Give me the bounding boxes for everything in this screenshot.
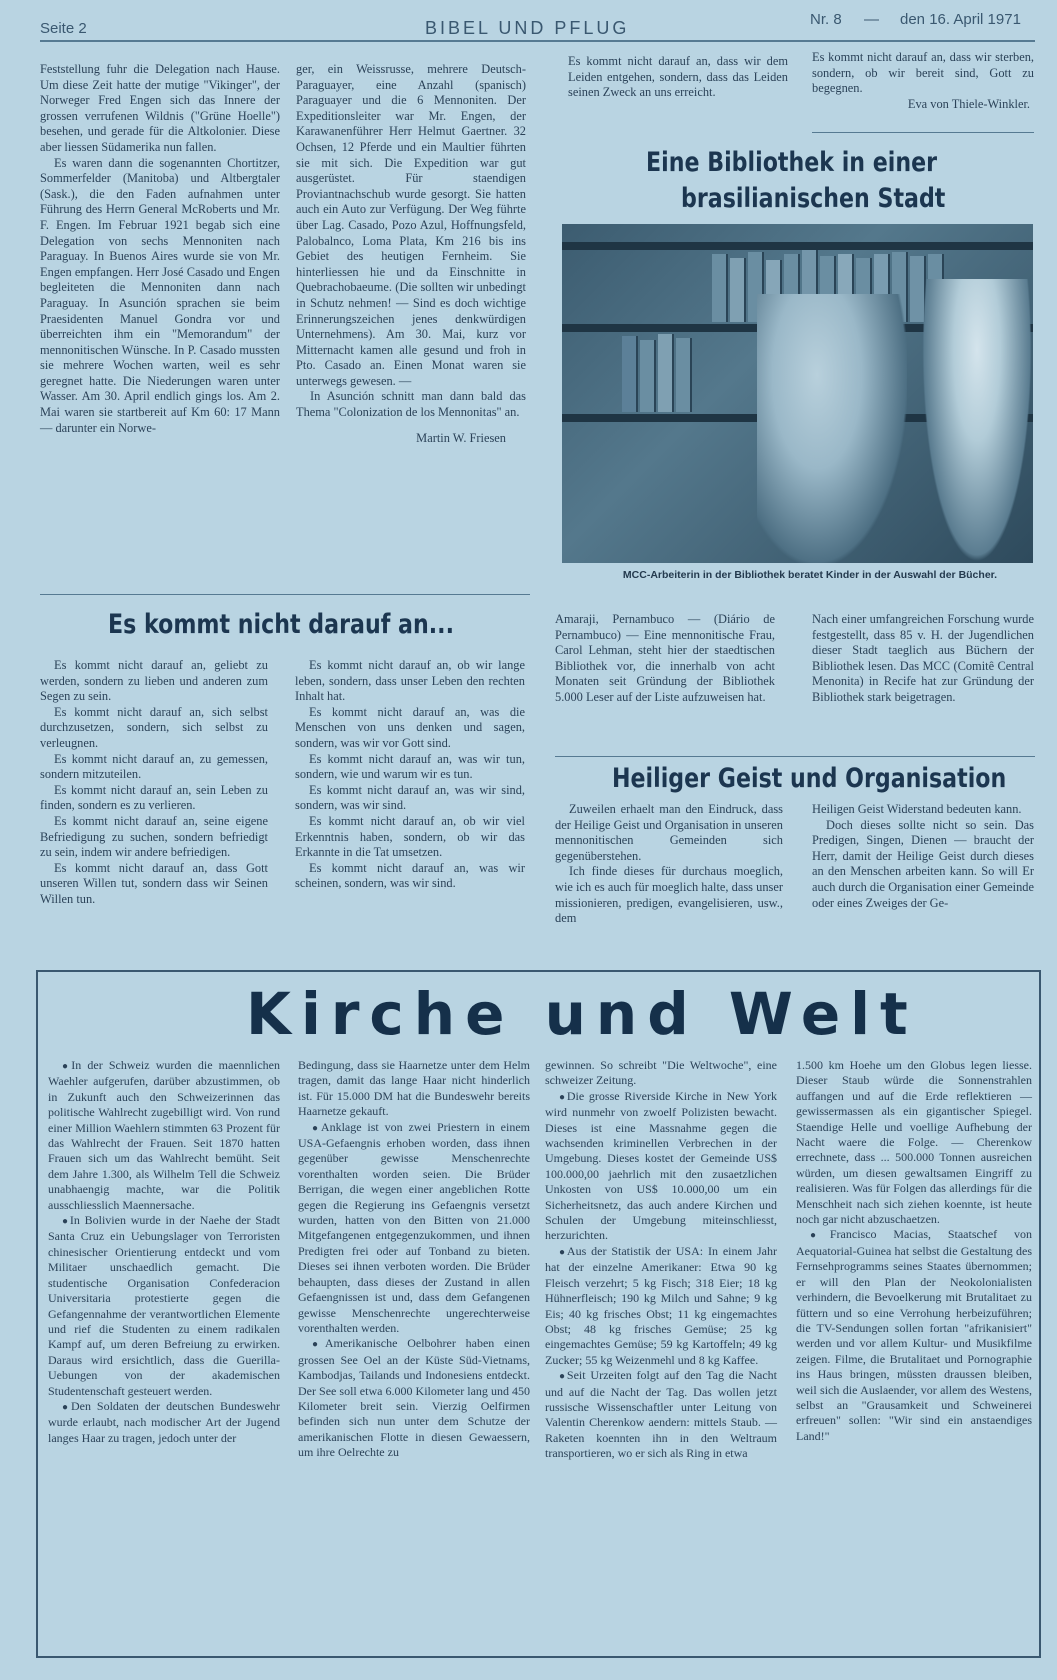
kirche-col-1 — [48, 1058, 280, 1446]
geist-col-2 — [812, 802, 1034, 911]
kirche-headline: Kirche und Welt — [246, 980, 918, 1048]
paragraph: Es kommt nicht darauf an, was wir scheinen, sondern, was wir sind. — [295, 860, 525, 891]
paragraph: Ich finde dieses für durchaus moeglich, wie ich es auch für moeglich halte, dass unser missionieren, predigen, evangelisieren, usw., dem — [555, 864, 783, 926]
news-item: ● Seit Urzeiten folgt auf den Tag die Nacht und auf die Nacht der Tag. Das wollen jetzt russische Wissenschaftler unter Leitung von Valentin Cherenkow aendern: mittels Staub. — Raketen koennten ihn in den Weltraum transportieren, wo er sich als Ring in etwa — [545, 1368, 777, 1461]
header-rule — [40, 40, 1035, 42]
paragraph: Es kommt nicht darauf an, ob wir lange leben, sondern, dass unser Leben den rechten Inhalt hat. — [295, 658, 525, 704]
paragraph: In Asunción schnitt man dann bald das Thema "Colonization de los Mennonitas" an. — [296, 389, 526, 420]
quote: Es kommt nicht darauf an, dass wir dem Leiden entgehen, sondern, dass das Leiden seinen Zweck an uns erreicht. — [568, 54, 788, 100]
bibliothek-col-1 — [555, 612, 775, 706]
person-figure — [757, 294, 907, 563]
paragraph: ger, ein Weissrusse, mehrere Deutsch-Paraguayer, eine Anzahl (spanisch) Paraguayer und die 6 Mennoniten. Der Expeditionsleiter war Mr. Engen, der Karawanenführer Herr Helmut Gaertner. 32 Ochsen, 12 Pferde und ein Maultier führten sie mit sich. Die Expedition war gut ausgerüstet. Für staendigen Proviantnachschub wurde gesorgt. Sie hatten auch ein Auto zur Verfügung. Der Weg führte über Lag. Casado, Pozo Azul, Hoffnungsfeld, Palobalnco, Loma Plata, Km 216 bis ins Gebiet des heutigen Fernheim. Sie hinterliessen hie und da Einschnitte in Quebrachobaeume. (Die sollten wir unbedingt in Schutz nehmen! — Sind es doch wichtige Erinnerungszeichen jenes denkwürdigen Unternehmens). Am 30. Mai, kurz vor Mitternacht kamen alle gesund und froh in Pto. Casado an. Einen Monat waren sie unterwegs gewesen. — — [296, 62, 526, 388]
paragraph: Es kommt nicht darauf an, dass Gott unseren Willen tut, sondern dass wir Seinen Willen tun. — [40, 860, 268, 906]
quote-signature: Eva von Thiele-Winkler. — [907, 96, 1030, 111]
paragraph: Es kommt nicht darauf an, zu gemessen, sondern mitzuteilen. — [40, 751, 268, 782]
bibliothek-headline-1: Eine Bibliothek in einer — [646, 147, 938, 178]
divider — [555, 756, 1035, 757]
kirche-col-3 — [545, 1058, 777, 1462]
child-figure — [922, 279, 1032, 563]
masthead: BIBEL UND PFLUG — [425, 18, 630, 38]
issue-number: Nr. 8 — [810, 11, 842, 28]
divider — [40, 594, 530, 595]
paragraph: Es kommt nicht darauf an, ob wir viel Erkenntnis haben, sondern, ob wir das Erkannte in die Tat umsetzen. — [295, 813, 525, 860]
news-item: 1.500 km Hoehe um den Globus legen liesse. Dieser Staub würde die Sonnenstrahlen auffangen und auf die Erde reflektieren — gewissermassen als ein gigantischer Spiegel. Staendige Helle und voellige Aufhebung der Nacht waere die Folge. — Cherenkow errechnete, dass ... 500.000 Tonnen ausreichen würden, um diesen gewaltsamen Eingriff zu realisieren. Was für Folgen das allerdings für die Menschheit nach sich ziehen koennte, ist heute noch gar nicht abzuschaetzen. — [796, 1058, 1032, 1227]
news-item: ● Anklage ist von zwei Priestern in einem USA-Gefaengnis erhoben worden, dass ihnen gegenüber gewisse Menschenrechte vorenthalten worden seien. Die Brüder Berrigan, die wegen einer angeblichen Rotte gegen die Regierung ins Gefaengnis versetzt wurden, hatten von den Bitten von 21.000 Mitgefangenen entgegenzukommen, und ihnen Predigten frei oder auf Tonband zu bieten. Dieses sei ihnen verboten worden. Die Brüder behaupten, dass dieses der Zustand in allen Gefaengnissen ist und, dass dem Gefangenen gewisse Menschenrechte ungerechterweise vorenthalten werden. — [298, 1120, 530, 1337]
paragraph: Es kommt nicht darauf an, was wir tun, sondern, wie und warum wir es tun. — [295, 751, 525, 782]
top-article-col-1 — [40, 62, 280, 436]
paragraph: Doch dieses sollte nicht so sein. Das Predigen, Singen, Dienen — braucht der Herr, damit der Heilige Geist durch dieses an den Menschen arbeiten kann. So will Er auch durch die Organisation einer Gemeinde oder eines Zweiges der Ge- — [812, 817, 1034, 910]
news-item: ● Die grosse Riverside Kirche in New York wird nunmehr von zwoelf Polizisten bewacht. Dieses ist eine Massnahme gegen die wachsenden kriminellen Verbrechen in der Umgebung. Dieses kostet der Gemeinde US$ 100.000,00 jaehrlich mit den zusaetzlichen Unkosten von US$ 10.000,00 um ein Sicherheitsnetz, das auch andere Kirchen und Schulen der Umgebung miteinschliesst, herzurichten. — [545, 1089, 777, 1244]
paragraph: Es kommt nicht darauf an, sich selbst durchzusetzen, sondern, sich selbst zu verleugnen. — [40, 704, 268, 750]
kirche-col-4 — [796, 1058, 1032, 1444]
library-photo — [562, 224, 1033, 563]
quote-col-4 — [812, 50, 1034, 112]
paragraph: Es kommt nicht darauf an, was wir sind, sondern, was wir sind. — [295, 782, 525, 813]
quote: Es kommt nicht darauf an, dass wir sterben, sondern, ob wir bereit sind, Gott zu begegnen. — [812, 50, 1034, 96]
bibliothek-col-2 — [812, 612, 1034, 706]
paragraph: Es kommt nicht darauf an, geliebt zu werden, sondern zu lieben und anderen zum Segen zu sein. — [40, 658, 268, 704]
news-item: ● Amerikanische Oelbohrer haben einen grossen See Oel an der Küste Süd-Vietnams, Kambodjas, Tailands und Indonesiens entdeckt. Der See soll etwa 6.000 Kilometer lang und 450 Kilometer breit sein. Vierzig Oelfirmen befinden sich nun unter dem Schutze der amerikanischen Flotte in diesen Gewaessern, um ihre Oelrechte zu — [298, 1336, 530, 1460]
paragraph: Es kommt nicht darauf an, was die Menschen von uns denken und sagen, sondern, was wir vor Gott sind. — [295, 704, 525, 750]
paragraph: Heiligen Geist Widerstand bedeuten kann. — [812, 802, 1022, 816]
darauf-col-2 — [295, 658, 525, 892]
paragraph: Es kommt nicht darauf an, seine eigene Befriedigung zu suchen, sondern befriedigt zu sein, indem wir andere befriedigen. — [40, 813, 268, 860]
paragraph: Feststellung fuhr die Delegation nach Hause. Um diese Zeit hatte der mutige "Vikinger", der Norweger Fred Engen sich das Innere der grossen verrufenen Wildnis ("Grüne Hoelle") besehen, und gerade für die Altkolonier. Diese aber liessen Südamerika nun fallen. — [40, 62, 280, 154]
news-item: Bedingung, dass sie Haarnetze unter dem Helm tragen, damit das lange Haar nicht hinderlich ist. Für 15.000 DM hat die Bundeswehr bereits Haarnetze gekauft. — [298, 1058, 530, 1119]
paragraph: Es waren dann die sogenannten Chortitzer, Sommerfelder (Manitoba) und Altbergtaler (Sask.), die den Faden aufnahmen unter Führung des Herrn General McRoberts und Mr. F. Engen. Im Februar 1921 begab sich eine Delegation von sechs Mennoniten nach Paraguay. In Buenos Aires wurde sie von Mr. Engen empfangen. Herr José Casado und Engen begleiteten die Mennoniten dann nach Paraguay. In Asunción sprachen sie beim Praesidenten Manuel Gondra vor und überreichten ihm ein "Memorandum" der mennonitischen Wünsche. In P. Casado mussten sie mehrere Wochen warten, weil es sehr geregnet hatte. Die Niederungen waren unter Wasser. Am 30. April endlich gings los. Am 2. Mai waren sie startbereit auf Km 60: 17 Mann — darunter ein Norwe- — [40, 155, 280, 435]
darauf-headline: Es kommt nicht darauf an... — [108, 609, 455, 640]
news-item: ● Aus der Statistik der USA: In einem Jahr hat der einzelne Amerikaner: Etwa 90 kg Fleisch verzehrt; 5 kg Fisch; 318 Eier; 18 kg Hühnerfleisch; 190 kg Milch und Sahne; 9 kg Eis; 40 kg frisches Obst; 11 kg eingemachtes Obst; 48 kg frisches Gemüse; 25 kg eingemachtes Gemüse; 59 kg Kartoffeln; 49 kg Zucker; 55 kg Weizenmehl und 8 kg Kaffee. — [545, 1244, 777, 1368]
news-item: gewinnen. So schreibt "Die Weltwoche", eine schweizer Zeitung. — [545, 1058, 777, 1088]
news-item: ● In der Schweiz wurden die maennlichen Waehler aufgerufen, darüber abzustimmen, ob in Zukunft auch den Schweizerinnen das politische Wahlrecht zugebilligt wird. Von rund einer Million Waehlern stimmten 63 Prozent für das Wahlrecht der Frauen. Seit 1870 hatten Frauen sich um das Wahlrecht bemüht. Seit dem Jahre 1.300, als Wilhelm Tell die Schweiz unabhaengig machte, war die Politik ausschliesslich Maennersache. — [48, 1058, 280, 1213]
bibliothek-headline-2: brasilianischen Stadt — [681, 183, 946, 214]
geist-col-1 — [555, 802, 783, 927]
top-article-col-2 — [296, 62, 526, 446]
issue-date: den 16. April 1971 — [900, 11, 1021, 28]
news-item: ● In Bolivien wurde in der Naehe der Stadt Santa Cruz ein Uebungslager von Terroristen chinesischer Orientierung entdeckt und vom Militaer unschaedlich gemacht. Die studentische Organisation Confederacion Universitaria protestierte gegen die Gefangennahme der verantwortlichen Elemente und rief die Studenten zu einem radikalen Kampf auf, um deren Befreiung zu erwirken. Daraus wird ersichtlich, dass die Guerilla-Uebungen von der akademischen Studentenschaft gesteuert werden. — [48, 1213, 280, 1399]
news-item: ● Francisco Macias, Staatschef von Aequatorial-Guinea hat selbst die Gestaltung des Fernsehprogramms seines Staates übernommen; er will den Plan der Neokolonialisten verhindern, die Bevoelkerung mit Brutalitaet zu füttern und so eine Verrohung herbeizuführen; die TV-Sendungen sollen fortan "afrikanisiert" werden und vor allem Kultur- und Musikfilme zeigen. Filme, die Brutalitaet und Pornographie ins Haus bringen, müssten draussen bleiben, weil sich die Auslaender, vor allem des Westens, selbst an "Grausamkeit und Schweinerei erfreuen" sollen: "Wir sind ein anstaendiges Land!" — [796, 1227, 1032, 1444]
paragraph: Zuweilen erhaelt man den Eindruck, dass der Heilige Geist und Organisation in unseren mennonitischen Gemeinden sich gegenüberstehen. — [555, 802, 783, 863]
author-signature: Martin W. Friesen — [416, 430, 506, 445]
page-number: Seite 2 — [40, 20, 87, 37]
photo-caption: MCC-Arbeiterin in der Bibliothek beratet Kinder in der Auswahl der Bücher. — [622, 569, 998, 581]
kirche-col-2 — [298, 1058, 530, 1461]
paragraph: Es kommt nicht darauf an, sein Leben zu finden, sondern es zu verlieren. — [40, 782, 268, 813]
paragraph: Nach einer umfangreichen Forschung wurde festgestellt, dass 85 v. H. der Jugendlichen dieser Stadt taeglich aus Büchern der Bibliothek lesen. Das MCC (Comitê Central Menonita) in Recife hat zur Gründung der Bibliothek stark beigetragen. — [812, 612, 1034, 704]
paragraph: Amaraji, Pernambuco — (Diário de Pernambuco) — Eine mennonitische Frau, Carol Lehman, steht hier der staedtischen Bibliothek vor, die innerhalb von acht Monaten seit Gründung der Bibliothek 5.000 Leser auf der Liste aufzuweisen hat. — [555, 612, 775, 704]
geist-headline: Heiliger Geist und Organisation — [612, 763, 1007, 794]
news-item: ● Den Soldaten der deutschen Bundeswehr wurde erlaubt, nach modischer Art der Jugend langes Haar zu tragen, jedoch unter der — [48, 1399, 280, 1446]
quote-col-3 — [568, 54, 788, 101]
issue-dash: — — [864, 11, 879, 28]
darauf-col-1 — [40, 658, 268, 908]
divider — [812, 132, 1034, 133]
